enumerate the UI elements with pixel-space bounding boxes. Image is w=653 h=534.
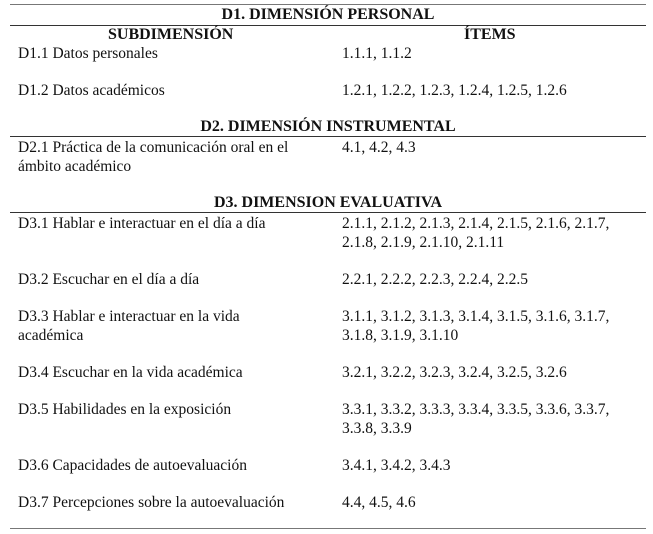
row-items: 2.1.1, 2.1.2, 2.1.3, 2.1.4, 2.1.5, 2.1.6, 2.1.7, 2.1.8, 2.1.9, 2.1.10, 2.1.11 [342,215,610,251]
row-subdimension: D3.1 Hablar e interactuar en el día a día [18,215,266,232]
column-header-items: ÍTEMS [464,26,516,43]
row-subdimension: D3.4 Escuchar en la vida académica [18,364,243,381]
row-subdimension: D1.1 Datos personales [18,45,158,62]
row-subdimension: D3.5 Habilidades en la exposición [18,401,232,418]
row-subdimension: D3.6 Capacidades de autoevaluación [18,457,247,474]
row-items: 4.4, 4.5, 4.6 [342,494,416,511]
row-subdimension: D3.7 Percepciones sobre la autoevaluación [18,494,285,511]
row-items: 3.3.1, 3.3.2, 3.3.3, 3.3.4, 3.3.5, 3.3.6, 3.3.7, 3.3.8, 3.3.9 [342,401,610,437]
rule [10,212,646,213]
top-rule [10,4,646,5]
row-items: 2.2.1, 2.2.2, 2.2.3, 2.2.4, 2.2.5 [342,271,528,288]
row-items: 3.1.1, 3.1.2, 3.1.3, 3.1.4, 3.1.5, 3.1.6, 3.1.7, 3.1.8, 3.1.9, 3.1.10 [342,308,610,344]
section-title-d1: D1. DIMENSIÓN PERSONAL [221,6,435,23]
row-items: 3.4.1, 3.4.2, 3.4.3 [342,457,451,474]
rule [10,25,646,26]
row-items: 1.1.1, 1.1.2 [342,45,412,62]
rule [10,136,646,137]
row-subdimension: D3.2 Escuchar en el día a día [18,271,200,288]
row-subdimension: D1.2 Datos académicos [18,82,165,99]
row-items: 3.2.1, 3.2.2, 3.2.3, 3.2.4, 3.2.5, 3.2.6 [342,364,567,381]
bottom-rule [10,528,646,529]
column-header-subdimension: SUBDIMENSIÓN [108,26,234,43]
row-subdimension: D3.3 Hablar e interactuar en la vida académica [18,308,240,344]
row-items: 4.1, 4.2, 4.3 [342,139,416,156]
row-items: 1.2.1, 1.2.2, 1.2.3, 1.2.4, 1.2.5, 1.2.6 [342,82,567,99]
section-title-d2: D2. DIMENSIÓN INSTRUMENTAL [200,118,456,135]
section-title-d3: D3. DIMENSION EVALUATIVA [213,194,443,211]
row-subdimension: D2.1 Práctica de la comunicación oral en el ámbito académico [18,139,289,175]
